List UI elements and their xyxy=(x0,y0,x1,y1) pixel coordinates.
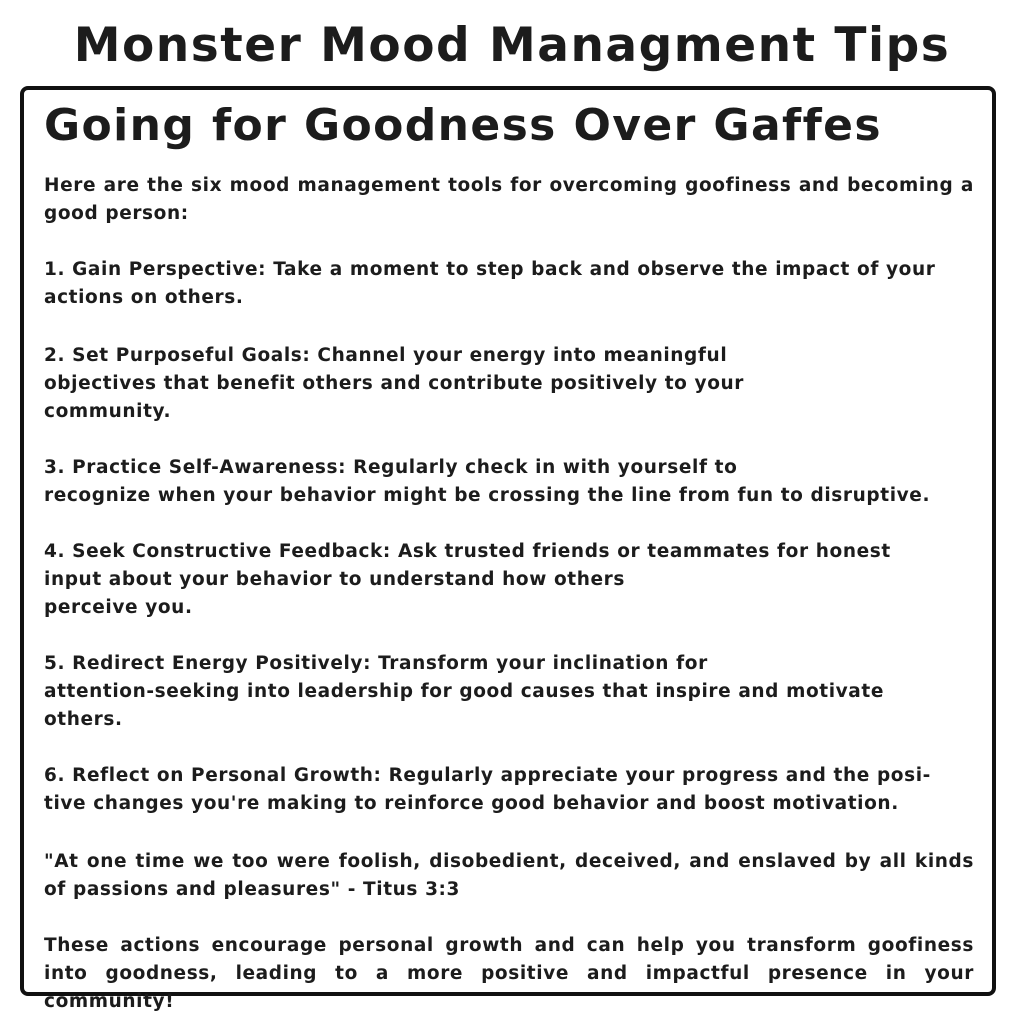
tip-2-line-2: objectives that benefit others and contribute positively to your xyxy=(44,373,744,394)
tip-2-line-1: 2. Set Purposeful Goals: Channel your energy into meaningful xyxy=(44,345,728,366)
tip-3 xyxy=(44,454,974,510)
tip-2-line-3: community. xyxy=(44,401,172,422)
tip-4-line-1: 4. Seek Constructive Feedback: Ask trusted friends or teammates for honest xyxy=(44,541,891,562)
tip-2 xyxy=(44,342,974,426)
tip-6-line-1: 6. Reflect on Personal Growth: Regularly appreciate your progress and the posi- xyxy=(44,765,931,786)
tips-card xyxy=(20,86,996,1012)
page-title: Monster Mood Managment Tips xyxy=(73,18,951,73)
tip-4-line-2: input about your behavior to understand how others xyxy=(44,569,625,590)
tip-1-line-1: 1. Gain Perspective: Take a moment to step back and observe the impact of your xyxy=(44,259,936,280)
tip-1-line-2: actions on others. xyxy=(44,287,244,308)
tip-4 xyxy=(44,538,974,622)
tip-5-line-3: others. xyxy=(44,709,123,730)
tip-5 xyxy=(44,650,974,734)
tip-3-line-1: 3. Practice Self-Awareness: Regularly check in with yourself to xyxy=(44,457,738,478)
tip-5-line-2: attention-seeking into leadership for good causes that inspire and motivate xyxy=(44,681,884,702)
bible-quote: "At one time we too were foolish, disobedient, deceived, and enslaved by all kinds of passions and pleasures" - Titus 3:3 xyxy=(44,851,974,900)
tip-6 xyxy=(44,762,974,818)
tip-5-line-1: 5. Redirect Energy Positively: Transform your inclination for xyxy=(44,653,708,674)
closing-paragraph: These actions encourage personal growth and can help you transform goofiness into goodness, leading to a more positive and impactful presence in your community! xyxy=(44,935,974,1012)
tip-1 xyxy=(44,256,974,312)
tip-6-line-2: tive changes you're making to reinforce good behavior and boost motivation. xyxy=(44,793,899,814)
intro-paragraph: Here are the six mood management tools for overcoming goofiness and becoming a good person: xyxy=(44,175,974,224)
card-heading: Going for Goodness Over Gaffes xyxy=(44,100,882,151)
tip-4-line-3: perceive you. xyxy=(44,597,193,618)
tip-3-line-2: recognize when your behavior might be crossing the line from fun to disruptive. xyxy=(44,485,931,506)
